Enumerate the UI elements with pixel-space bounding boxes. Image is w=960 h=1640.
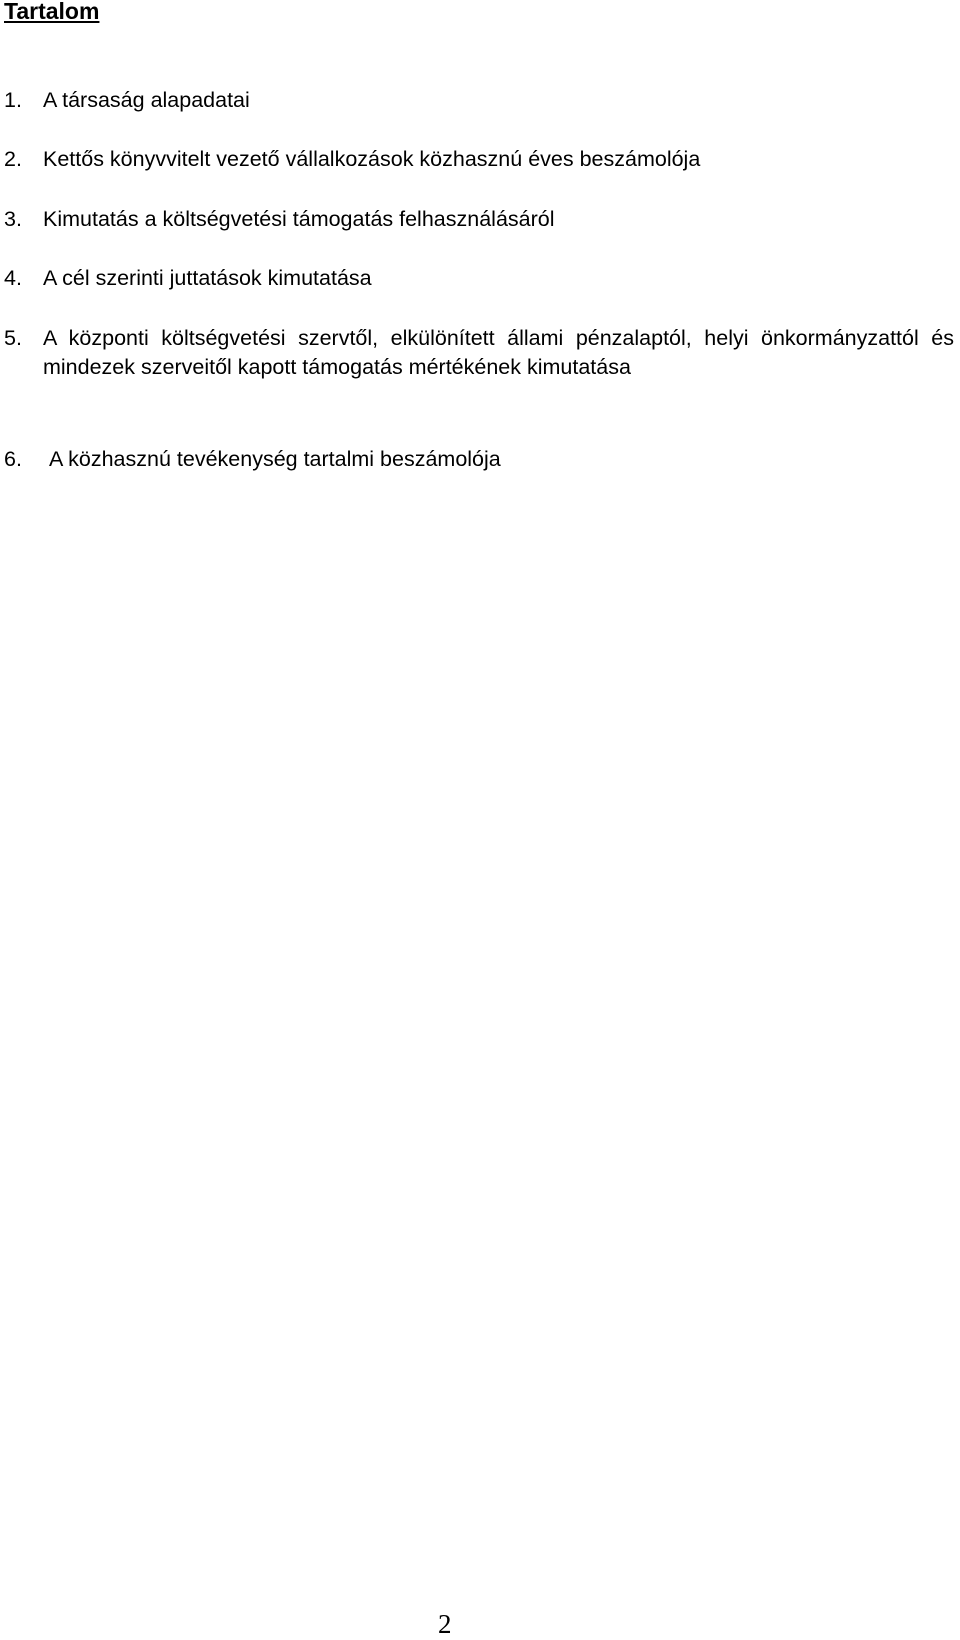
toc-item-text: A központi költségvetési szervtől, elkülönített állami pénzalaptól, helyi önkormányzattól és mindezek szerveitől kapott támogatás mértékének kimutatása [43,326,954,379]
toc-item-number: 3. [4,207,22,231]
toc-item-text: A cél szerinti juttatások kimutatása [43,266,372,290]
page-number: 2 [438,1609,452,1639]
toc-item-number: 5. [4,326,22,350]
toc-item-number: 4. [4,266,22,290]
toc-item-number: 6. [4,447,22,471]
toc-item-1 [4,86,954,115]
page-title: Tartalom [4,0,100,24]
toc-item-text: A közhasznú tevékenység tartalmi beszámolója [49,447,501,471]
toc-item-6 [4,445,954,474]
toc-item-text: Kimutatás a költségvetési támogatás felhasználásáról [43,207,555,231]
toc-item-text: A társaság alapadatai [43,88,250,112]
toc-item-number: 1. [4,88,22,112]
toc-item-3 [4,205,954,234]
toc-item-text: Kettős könyvvitelt vezető vállalkozások közhasznú éves beszámolója [43,147,701,171]
toc-item-2 [4,145,954,174]
toc-item-number: 2. [4,147,22,171]
toc-item-4 [4,264,954,293]
toc-item-5 [4,324,954,382]
